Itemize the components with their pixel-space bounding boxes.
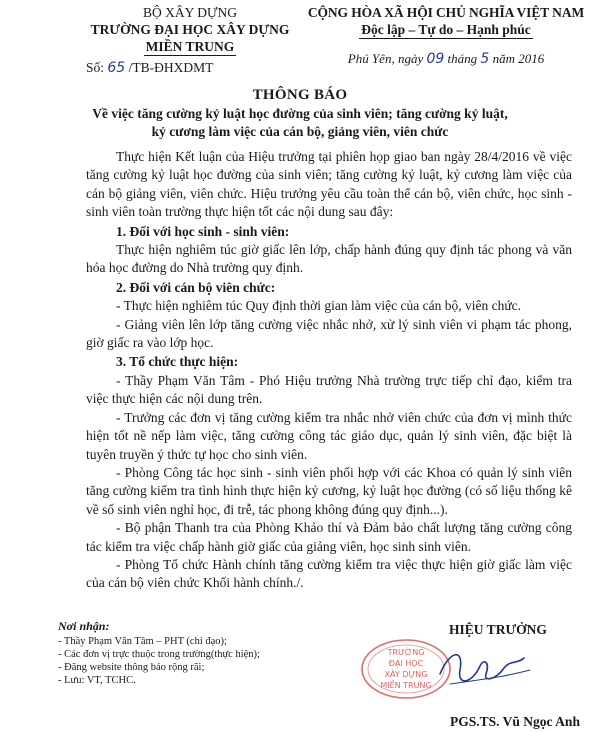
date-month: 5 xyxy=(480,51,490,67)
recipients-title: Nơi nhận: xyxy=(58,619,110,633)
doc-no-prefix: Số: xyxy=(86,60,108,75)
intro-paragraph: Thực hiện Kết luận của Hiệu trưởng tại phiên họp giao ban ngày 28/4/2016 về việc tăng cường kỷ luật học đường của sinh viên; tăng cường kỷ luật, kỷ cương làm việc của cán bộ giảng viên, viên chức. Hiệu trưởng yêu cầu toàn thể cán bộ, viên chức, học sinh - sinh viên toàn trường thực hiện tốt các nội dung sau đây: xyxy=(86,149,572,220)
notice-title xyxy=(0,86,600,141)
stamp-text-line: TRƯỜNG xyxy=(387,648,425,657)
school-name-line1: TRƯỜNG ĐẠI HỌC XÂY DỰNG xyxy=(90,22,290,37)
stamp-text-line: ĐẠI HỌC xyxy=(388,659,424,668)
stamp-text-line: XÂY DỰNG xyxy=(384,670,428,679)
issuer-block xyxy=(80,4,300,77)
doc-no-suffix: /TB-ĐHXDMT xyxy=(125,60,214,75)
section-3-item-2: - Trưởng các đơn vị tăng cường kiểm tra nhắc nhở viên chức của đơn vị mình thức hiện tốt nề nếp làm việc, tăng cường công tác giáo dục, quản lý sinh viên, đặc biệt là tuyên truyền ý thức tự học cho sinh viên. xyxy=(86,409,572,462)
recipient-item: - Đăng website thông báo rộng rãi; xyxy=(58,662,205,673)
section-3-item-5: - Phòng Tổ chức Hành chính tăng cường kiểm tra việc thực hiện giờ giấc làm việc của cán bộ viên chức Khối hành chính./. xyxy=(86,556,572,591)
recipient-item: - Các đơn vị trực thuộc trong trường(thực hiện); xyxy=(58,649,260,660)
date-year: năm 2016 xyxy=(489,51,545,66)
recipients-block xyxy=(58,620,358,687)
section-3-item-3: - Phòng Công tác học sinh - sinh viên phối hợp với các Khoa có quản lý sinh viên tăng cường kiểm tra tình hình thực hiện kỷ cương, kỷ luật học đường (có số liệu thống kê về số sinh viên nghỉ học, đi trễ, tác phong không đúng quy định...). xyxy=(86,464,572,517)
signer-role: HIỆU TRƯỞNG xyxy=(449,622,547,637)
handwritten-signature xyxy=(420,640,540,702)
section-3-title: 3. Tổ chức thực hiện: xyxy=(116,354,239,370)
national-motto: Độc lập – Tự do – Hạnh phúc xyxy=(361,22,531,37)
section-2-title: 2. Đối với cán bộ viên chức: xyxy=(116,279,276,295)
ministry-name: BỘ XÂY DỰNG xyxy=(143,5,237,20)
section-1-paragraph: Thực hiện nghiêm túc giờ giấc lên lớp, chấp hành đúng quy định tác phong và văn hóa học đường do Nhà trường quy định. xyxy=(86,242,572,276)
title-sub-line1: Về việc tăng cường kỷ luật học đường của sinh viên; tăng cường kỷ luật, xyxy=(92,106,508,121)
section-2-item-1: - Thực hiện nghiêm túc Quy định thời gian làm việc của cán bộ, viên chức. xyxy=(116,298,522,314)
title-main: THÔNG BÁO xyxy=(252,87,348,103)
title-sub-line2: kỷ cương làm việc của cán bộ, giảng viên, viên chức xyxy=(151,124,449,139)
stamp-text-line: MIỀN TRUNG xyxy=(380,681,432,690)
date-day: 09 xyxy=(426,51,445,67)
section-2-item-2: - Giảng viên lên lớp tăng cường việc nhắc nhở, xử lý sinh viên vi phạm tác phong, giờ giấc ra vào lớp học. xyxy=(86,316,572,351)
section-1-title: 1. Đối với học sinh - sinh viên: xyxy=(116,223,290,239)
doc-no-handwritten: 65 xyxy=(107,60,126,76)
notice-body xyxy=(86,148,572,593)
signer-name: PGS.TS. Vũ Ngọc Anh xyxy=(450,714,580,729)
recipient-item: - Thầy Phạm Văn Tâm – PHT (chỉ đạo); xyxy=(58,636,227,647)
section-3-item-1: - Thầy Phạm Văn Tâm - Phó Hiệu trưởng Nhà trường trực tiếp chỉ đạo, kiểm tra việc thực hiện các nội dung trên. xyxy=(86,372,572,407)
date-place: Phú Yên, ngày xyxy=(347,51,427,66)
issue-date xyxy=(296,51,596,67)
recipient-item: - Lưu: VT, TCHC. xyxy=(58,675,136,686)
section-3-item-4: - Bộ phận Thanh tra của Phòng Khảo thí và Đảm bảo chất lượng tăng cường công tác kiểm tra việc chấp hành giờ giấc của giảng viên, học sinh sinh viên. xyxy=(86,520,572,554)
date-mid: tháng xyxy=(444,51,481,66)
national-header xyxy=(296,4,596,67)
document-number xyxy=(80,59,300,77)
country-name: CỘNG HÒA XÃ HỘI CHỦ NGHĨA VIỆT NAM xyxy=(307,5,585,20)
school-name-line2: MIỀN TRUNG xyxy=(145,39,235,54)
